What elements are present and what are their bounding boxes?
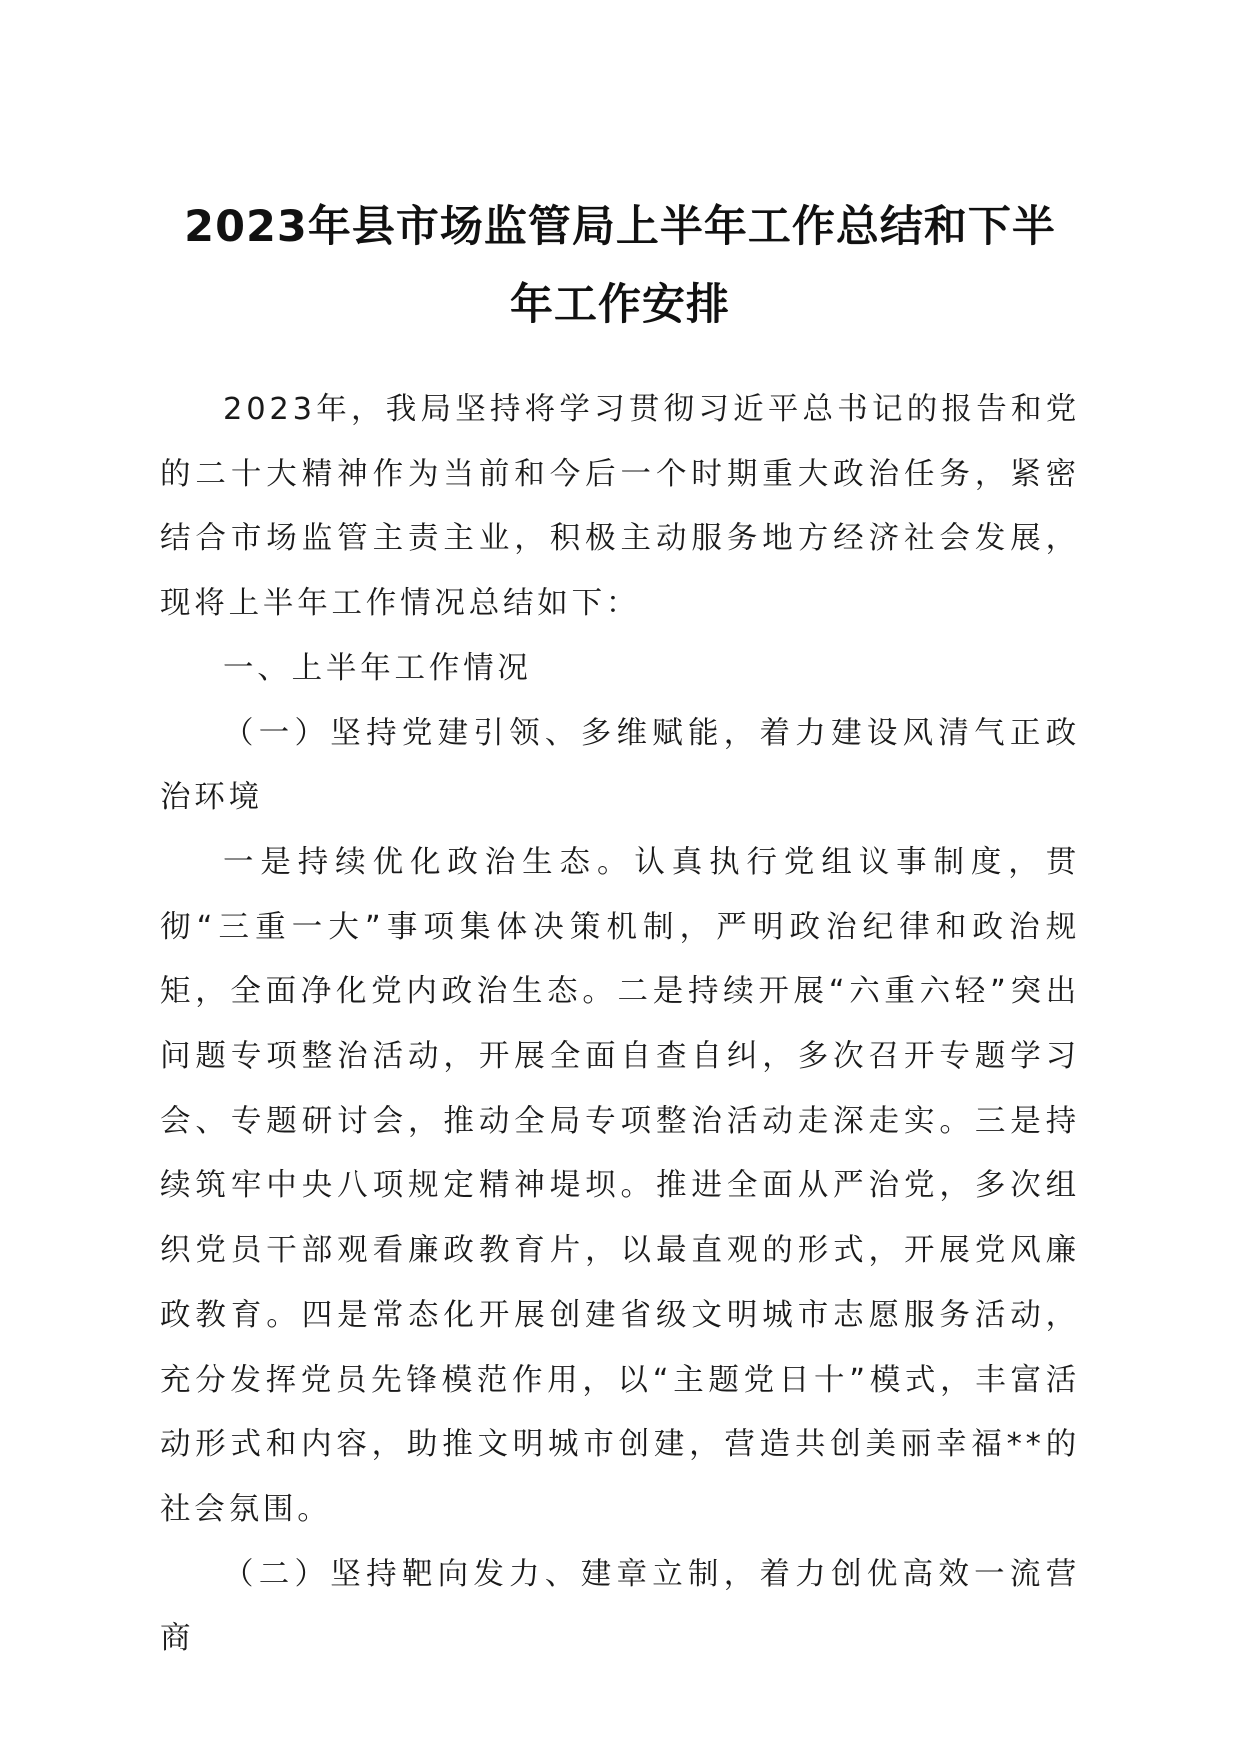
subsection-heading-2: （二）坚持靶向发力、建章立制，着力创优高效一流营商 xyxy=(160,1556,1080,1657)
title-line-1: 2023年县市场监管局上半年工作总结和下半 xyxy=(184,202,1056,252)
title-line-2: 年工作安排 xyxy=(510,280,730,330)
intro-paragraph: 2023年，我局坚持将学习贯彻习近平总书记的报告和党的二十大精神作为当前和今后一个时期重大政治任务，紧密结合市场监管主责主业，积极主动服务地方经济社会发展，现将上半年工作情况总结如下： xyxy=(160,392,1080,622)
section-heading-1: 一、上半年工作情况 xyxy=(223,650,532,686)
subsection-heading-1: （一）坚持党建引领、多维赋能，着力建设风清气正政治环境 xyxy=(160,715,1080,816)
document-title xyxy=(140,188,1100,344)
body-paragraph-1: 一是持续优化政治生态。认真执行党组议事制度，贯彻“三重一大”事项集体决策机制，严明政治纪律和政治规矩，全面净化党内政治生态。二是持续开展“六重六轻”突出问题专项整治活动，开展全面自查自纠，多次召开专题学习会、专题研讨会，推动全局专项整治活动走深走实。三是持续筑牢中央八项规定精神堤坝。推进全面从严治党，多次组织党员干部观看廉政教育片，以最直观的形式，开展党风廉政教育。四是常态化开展创建省级文明城市志愿服务活动，充分发挥党员先锋模范作用，以“主题党日十”模式，丰富活动形式和内容，助推文明城市创建，营造共创美丽幸福**的社会氛围。 xyxy=(160,844,1080,1527)
document-body xyxy=(160,378,1080,1672)
